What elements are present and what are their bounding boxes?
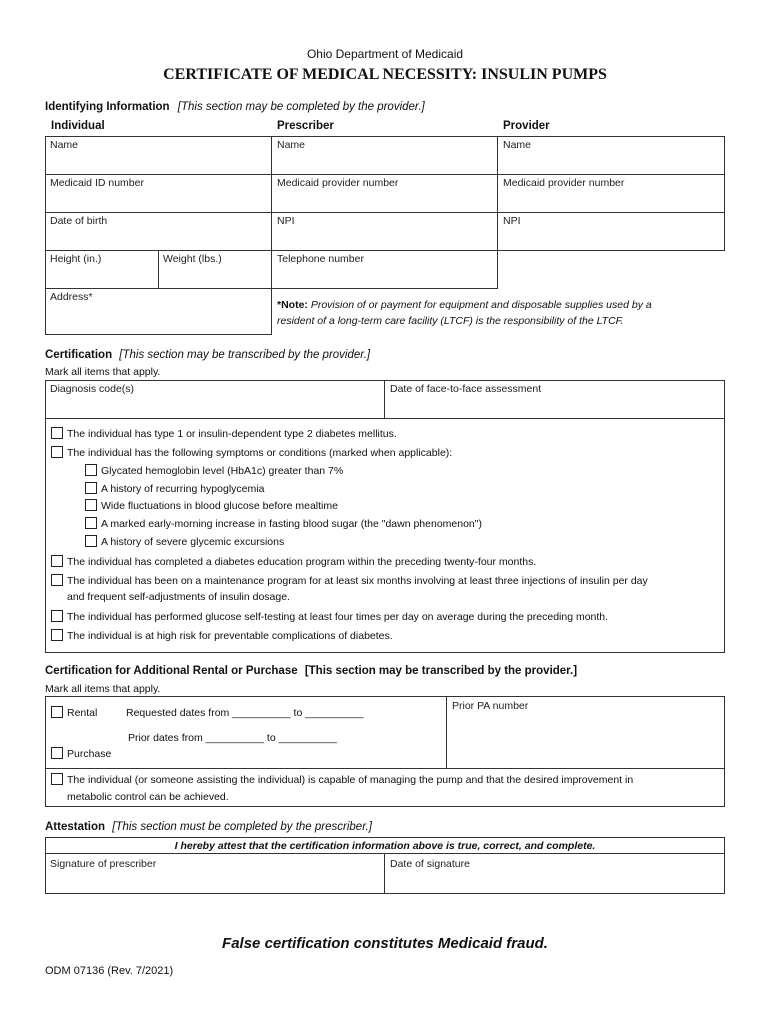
individual-weight-label: Weight (lbs.) [163, 253, 222, 265]
checkbox-hba1c[interactable] [85, 464, 97, 476]
signature-field[interactable] [46, 854, 383, 893]
checkbox-self-testing[interactable] [51, 610, 63, 622]
subitem-hypoglycemia: A history of recurring hypoglycemia [101, 483, 265, 495]
signature-date-field[interactable] [385, 854, 724, 893]
identifying-heading [45, 101, 425, 113]
note-label: *Note: [277, 299, 308, 311]
item-high-risk: The individual is at high risk for preventable complications of diabetes. [67, 630, 393, 642]
prescriber-name-field[interactable] [271, 136, 498, 175]
agency-name: Ohio Department of Medicaid [306, 47, 464, 61]
checkbox-maintenance-program[interactable] [51, 574, 63, 586]
provider-name-field[interactable] [497, 136, 725, 175]
subitem-fluctuations: Wide fluctuations in blood glucose before mealtime [101, 500, 338, 512]
individual-name-label: Name [50, 139, 79, 151]
individual-name-field[interactable] [45, 136, 272, 175]
identifying-note: [This section may be completed by the provider.] [177, 101, 425, 113]
fraud-warning: False certification constitutes Medicaid fraud. [222, 935, 548, 952]
form-id: ODM 07136 (Rev. 7/2021) [45, 965, 174, 977]
item-symptoms: The individual has the following symptoms or conditions (marked when applicable): [67, 447, 453, 459]
prescriber-medicaid-label: Medicaid provider number [277, 177, 399, 189]
individual-address-label: Address* [50, 291, 93, 303]
subitem-hba1c: Glycated hemoglobin level (HbA1c) greater than 7% [101, 465, 344, 477]
item-self-testing: The individual has performed glucose self-testing at least four times per day on average during the preceding month. [67, 611, 609, 623]
checkbox-high-risk[interactable] [51, 629, 63, 641]
rental-divider [45, 768, 725, 769]
rental-label: Rental [67, 707, 98, 719]
certification-note: [This section may be transcribed by the provider.] [119, 349, 371, 361]
col-individual: Individual [51, 120, 105, 132]
certification-divider [45, 418, 725, 419]
attestation-heading [45, 821, 372, 833]
capable-managing-line1: The individual (or someone assisting the individual) is capable of managing the pump and that the desired improvement in [67, 774, 634, 786]
col-provider: Provider [503, 120, 550, 132]
individual-medicaid-id-label: Medicaid ID number [50, 177, 144, 189]
certification-heading [45, 349, 370, 361]
signature-date-label: Date of signature [390, 858, 470, 870]
attestation-note: [This section must be completed by the prescriber.] [112, 821, 372, 833]
form-title: CERTIFICATE OF MEDICAL NECESSITY: INSULIN PUMPS [163, 66, 607, 83]
checkbox-fluctuations[interactable] [85, 499, 97, 511]
rental-heading-text: Certification for Additional Rental or Purchase [45, 665, 298, 677]
requested-dates[interactable]: Requested dates from __________ to __________ [126, 707, 364, 719]
item-maintenance-program-cont: and frequent self-adjustments of insulin dosage. [67, 591, 290, 603]
checkbox-hypoglycemia[interactable] [85, 482, 97, 494]
attestation-heading-text: Attestation [45, 821, 106, 833]
diagnosis-code-label: Diagnosis code(s) [50, 383, 135, 395]
attestation-statement: I hereby attest that the certification information above is true, correct, and complete. [174, 840, 596, 852]
rental-mark-all: Mark all items that apply. [45, 683, 161, 695]
face-to-face-date-label: Date of face-to-face assessment [390, 383, 542, 395]
signature-prescriber-label: Signature of prescriber [50, 858, 157, 870]
checkbox-purchase[interactable] [51, 747, 63, 759]
individual-height-label: Height (in.) [50, 253, 102, 265]
ltcf-note [277, 297, 652, 329]
provider-medicaid-label: Medicaid provider number [503, 177, 625, 189]
certification-col-divider [384, 380, 385, 419]
identifying-heading-text: Identifying Information [45, 101, 170, 113]
checkbox-symptoms[interactable] [51, 446, 63, 458]
prior-pa-number-label: Prior PA number [452, 700, 529, 712]
item-type1-diabetes: The individual has type 1 or insulin-dependent type 2 diabetes mellitus. [67, 428, 397, 440]
subitem-dawn-phenomenon: A marked early-morning increase in fasting blood sugar (the "dawn phenomenon") [101, 518, 482, 530]
prescriber-npi-field[interactable] [271, 212, 498, 251]
prescriber-name-label: Name [277, 139, 306, 151]
individual-dob-label: Date of birth [50, 215, 108, 227]
rental-col-divider [446, 696, 447, 769]
prior-dates[interactable]: Prior dates from __________ to __________ [128, 732, 337, 744]
checkbox-rental[interactable] [51, 706, 63, 718]
purchase-label: Purchase [67, 748, 112, 760]
col-prescriber: Prescriber [277, 120, 334, 132]
checkbox-type1-diabetes[interactable] [51, 427, 63, 439]
capable-managing-line2: metabolic control can be achieved. [67, 791, 229, 803]
rental-note: [This section may be transcribed by the provider.] [304, 665, 578, 677]
provider-npi-field[interactable] [497, 212, 725, 251]
subitem-glycemic-excursions: A history of severe glycemic excursions [101, 536, 285, 548]
note-text-line1: Provision of or payment for equipment and disposable supplies used by a [310, 299, 652, 311]
certification-heading-text: Certification [45, 349, 113, 361]
provider-npi-label: NPI [503, 215, 521, 227]
prescriber-npi-label: NPI [277, 215, 295, 227]
rental-heading [45, 665, 577, 677]
item-maintenance-program: The individual has been on a maintenance program for at least six months involving at least three injections of insulin per day [67, 575, 648, 587]
checkbox-capable-managing[interactable] [51, 773, 63, 785]
item-education-program: The individual has completed a diabetes education program within the preceding twenty-four months. [67, 556, 537, 568]
provider-name-label: Name [503, 139, 532, 151]
checkbox-dawn-phenomenon[interactable] [85, 517, 97, 529]
checkbox-education-program[interactable] [51, 555, 63, 567]
prescriber-phone-label: Telephone number [277, 253, 364, 265]
certification-mark-all: Mark all items that apply. [45, 366, 161, 378]
checkbox-glycemic-excursions[interactable] [85, 535, 97, 547]
note-text-line2: resident of a long-term care facility (LTCF) is the responsibility of the LTCF. [277, 315, 624, 327]
